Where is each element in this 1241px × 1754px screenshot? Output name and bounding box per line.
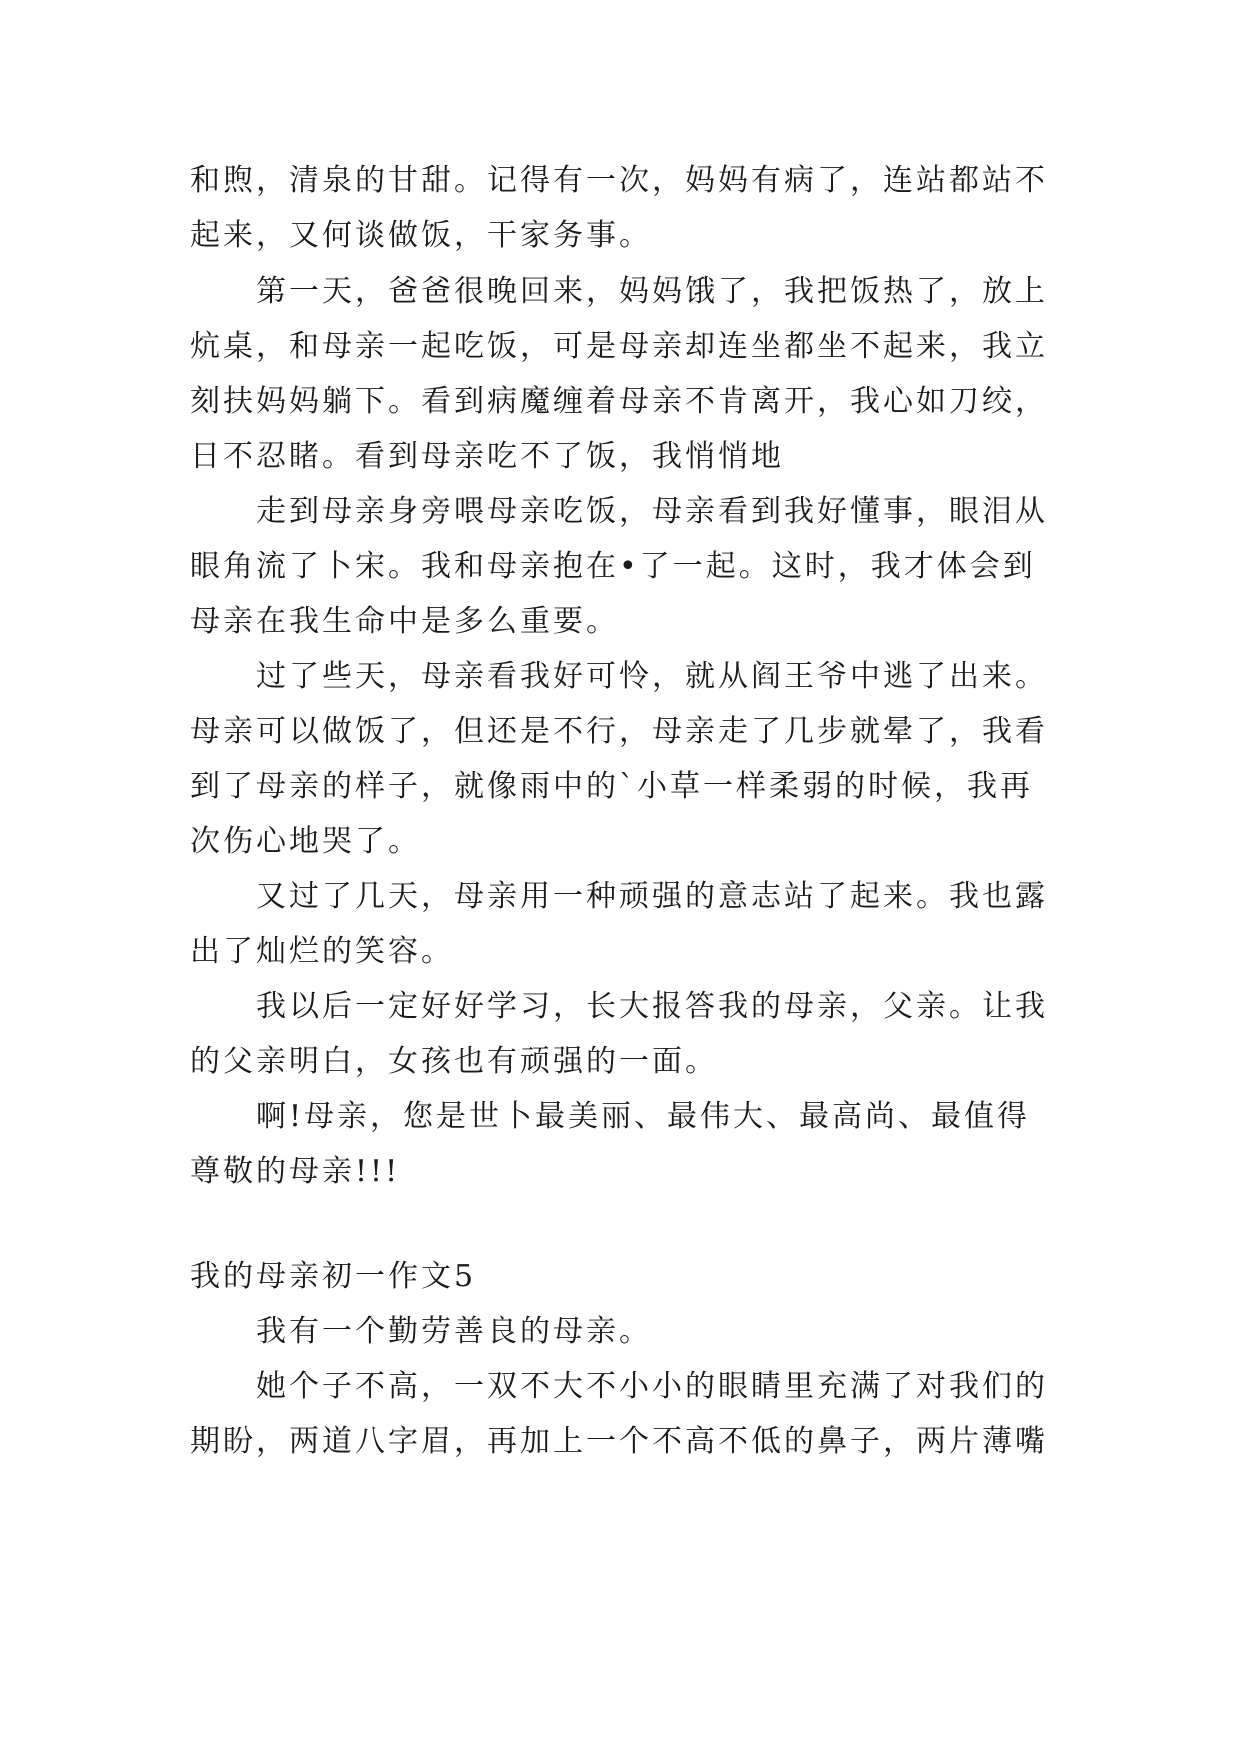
paragraph-start-line: 又过了几天，母亲用一种顽强的意志站了起来。我也露 bbox=[256, 879, 1048, 914]
paragraph-start-line: 她个子不高，一双不大不小小的眼睛里充满了对我们的 bbox=[256, 1369, 1048, 1404]
text-line: 到了母亲的样子，就像雨中的`小草一样柔弱的时候，我再 bbox=[190, 769, 1033, 804]
section-heading: 我的母亲初一作文5 bbox=[190, 1259, 477, 1294]
paragraph-start-line: 第一天，爸爸很晚回来，妈妈饿了，我把饭热了，放上 bbox=[256, 274, 1048, 309]
text-line: 次伤心地哭了。 bbox=[190, 824, 421, 859]
paragraph-start-line: 我以后一定好好学习，长大报答我的母亲，父亲。让我 bbox=[256, 989, 1048, 1024]
text-line: 的父亲明白，女孩也有顽强的一面。 bbox=[190, 1044, 718, 1079]
text-line: 期盼，两道八字眉，再加上一个不高不低的鼻子，两片薄嘴 bbox=[190, 1424, 1048, 1459]
paragraph-start-line: 啊!母亲，您是世卜最美丽、最伟大、最高尚、最值得 bbox=[256, 1099, 1031, 1134]
text-line: 眼角流了卜宋。我和母亲抱在•了一起。这时，我才体会到 bbox=[190, 549, 1036, 584]
paragraph-start-line: 走到母亲身旁喂母亲吃饭，母亲看到我好懂事，眼泪从 bbox=[256, 494, 1048, 529]
text-line: 出了灿烂的笑容。 bbox=[190, 934, 454, 969]
paragraph-start-line: 我有一个勤劳善良的母亲。 bbox=[256, 1314, 652, 1349]
text-line: 刻扶妈妈躺下。看到病魔缠着母亲不肯离开，我心如刀绞， bbox=[190, 384, 1048, 419]
text-line: 和煦，清泉的甘甜。记得有一次，妈妈有病了，连站都站不 bbox=[190, 163, 1048, 198]
text-line: 母亲可以做饭了，但还是不行，母亲走了几步就晕了，我看 bbox=[190, 714, 1048, 749]
text-line: 母亲在我生命中是多么重要。 bbox=[190, 604, 619, 639]
text-line: 炕桌，和母亲一起吃饭，可是母亲却连坐都坐不起来，我立 bbox=[190, 329, 1048, 364]
text-line: 尊敬的母亲!!! bbox=[190, 1154, 401, 1189]
text-line: 日不忍睹。看到母亲吃不了饭，我悄悄地 bbox=[190, 439, 784, 474]
text-line: 起来，又何谈做饭，干家务事。 bbox=[190, 218, 652, 253]
paragraph-start-line: 过了些天，母亲看我好可怜，就从阎王爷中逃了出来。 bbox=[256, 659, 1048, 694]
